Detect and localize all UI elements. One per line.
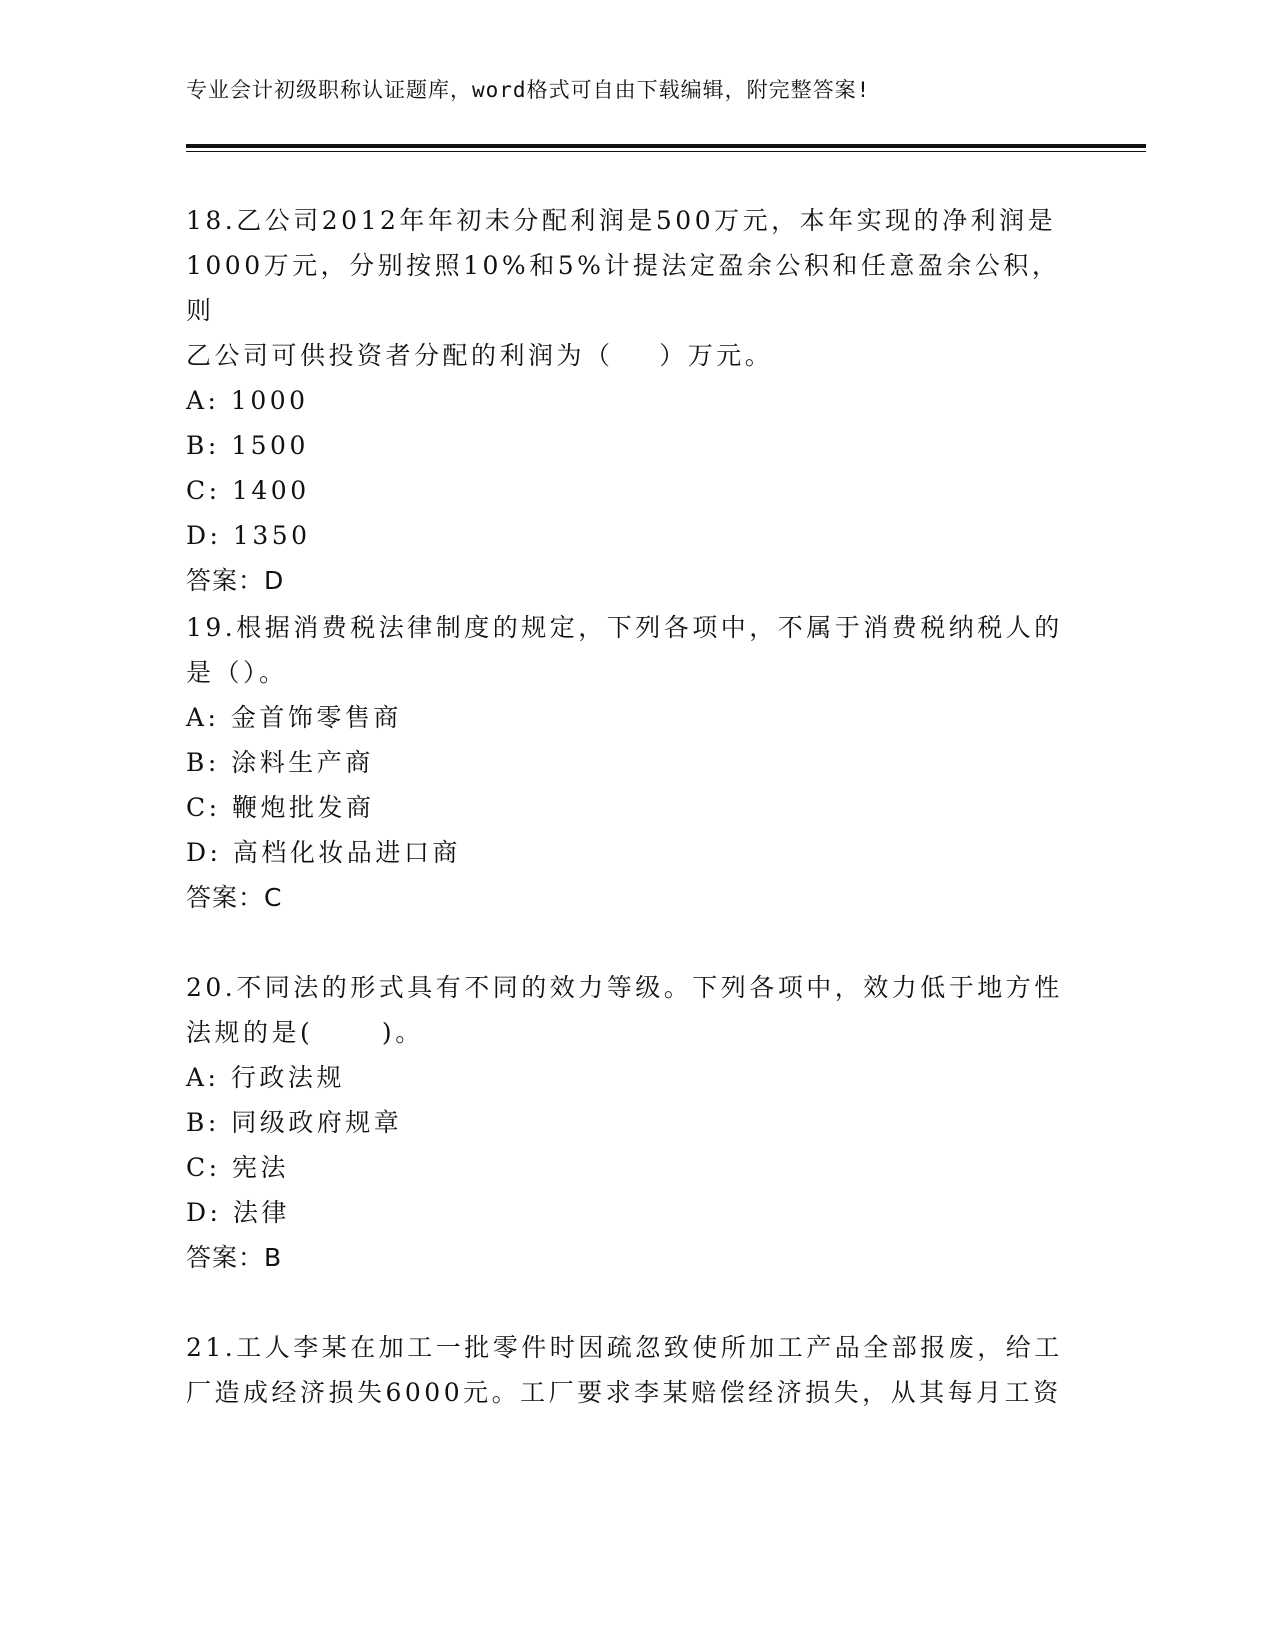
option-d: D: 1350 [186, 521, 311, 550]
option-b: B: 同级政府规章 [186, 1108, 403, 1137]
option-c: C: 鞭炮批发商 [186, 793, 375, 822]
question-line: 厂造成经济损失6000元。工厂要求李某赔偿经济损失，从其每月工资 [186, 1378, 1062, 1407]
option-d: D: 法律 [186, 1198, 290, 1227]
question-line: 18.乙公司2012年年初未分配利润是500万元，本年实现的净利润是 [186, 206, 1057, 235]
answer: 答案：B [186, 1243, 283, 1272]
option-c: C: 1400 [186, 476, 310, 505]
option-a: A: 1000 [186, 386, 309, 415]
question-19 [186, 605, 1086, 920]
question-21 [186, 1325, 1086, 1415]
question-line: 1000万元，分别按照10%和5%计提法定盈余公积和任意盈余公积，则 [186, 251, 1061, 325]
header-rule-thick [186, 144, 1146, 148]
question-20 [186, 965, 1086, 1280]
page-header-text: 专业会计初级职称认证题库，word格式可自由下载编辑，附完整答案! [186, 78, 871, 102]
question-line: 19.根据消费税法律制度的规定，下列各项中，不属于消费税纳税人的 [186, 613, 1063, 642]
question-line: 21.工人李某在加工一批零件时因疏忽致使所加工产品全部报废，给工 [186, 1333, 1063, 1362]
option-c: C: 宪法 [186, 1153, 289, 1182]
header-rule-thin [186, 151, 1146, 152]
question-line: 法规的是( )。 [186, 1018, 424, 1047]
answer: 答案：D [186, 566, 285, 595]
option-d: D: 高档化妆品进口商 [186, 838, 461, 867]
option-b: B: 涂料生产商 [186, 748, 374, 777]
option-a: A: 行政法规 [186, 1063, 345, 1092]
answer: 答案：C [186, 883, 283, 912]
option-a: A: 金首饰零售商 [186, 703, 402, 732]
question-line: 乙公司可供投资者分配的利润为（ ）万元。 [186, 341, 774, 370]
question-line: 20.不同法的形式具有不同的效力等级。下列各项中，效力低于地方性 [186, 973, 1063, 1002]
question-line: 是（）。 [186, 658, 288, 687]
question-18 [186, 198, 1086, 603]
option-b: B: 1500 [186, 431, 309, 460]
